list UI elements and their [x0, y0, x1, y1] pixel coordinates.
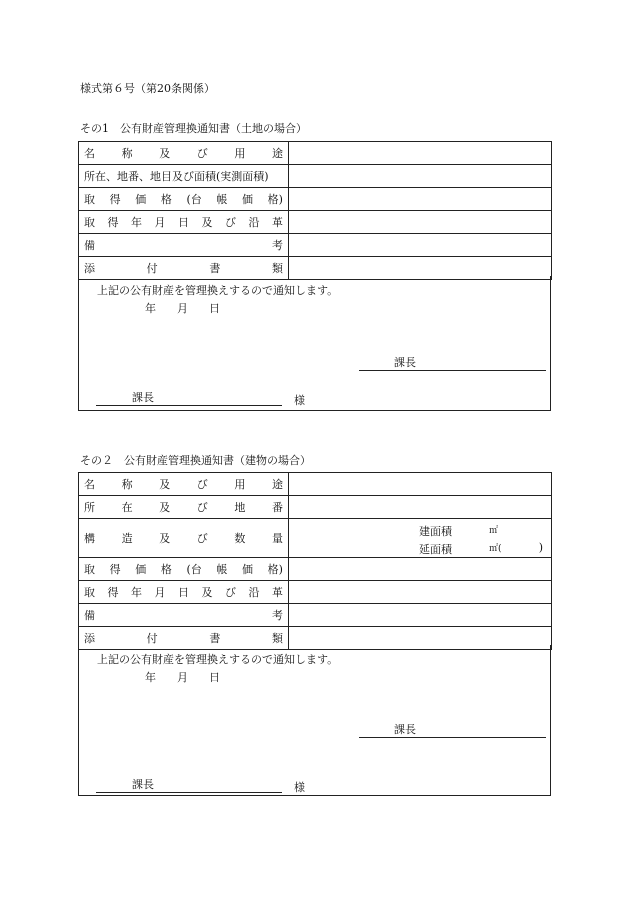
form2-date-year: 年: [145, 671, 156, 684]
row-label-char: 日: [178, 216, 189, 229]
row-label-char: 取: [84, 586, 95, 599]
row-label-char: 名: [84, 478, 95, 491]
row-value-cell[interactable]: [289, 496, 552, 519]
row-label-char: 格): [267, 563, 283, 576]
row-label-char: 途: [271, 147, 283, 160]
row-label-char: 及: [201, 216, 213, 229]
table-row: [79, 142, 552, 165]
row-label-char: 量: [271, 532, 283, 545]
row-label-char: 所: [84, 501, 95, 514]
row-label-cell: [79, 558, 289, 581]
table-row: [79, 473, 552, 496]
row-label-char: 及: [159, 147, 171, 160]
row-label-char: 及: [159, 501, 171, 514]
row-label-char: (台: [186, 193, 202, 206]
row-label-char: 称: [121, 147, 133, 160]
row-label-char: 数: [234, 532, 246, 545]
row-value-cell[interactable]: [289, 581, 552, 604]
form1-date-day: 日: [209, 302, 220, 315]
row-label-char: 得: [109, 563, 121, 576]
row-label-char: 構: [84, 532, 95, 545]
form2-date-month: 月: [177, 671, 188, 684]
row-value-cell[interactable]: [289, 558, 552, 581]
row-label-char: び: [225, 216, 236, 229]
row-value-cell[interactable]: [289, 234, 552, 257]
row-label-char: 付: [146, 632, 158, 645]
table-row: [79, 234, 552, 257]
row-value-cell[interactable]: [289, 165, 552, 188]
row-label-char: 格: [160, 563, 172, 576]
row-value-cell[interactable]: [289, 211, 552, 234]
form1-chief-signature-line: [359, 354, 546, 371]
row-label-char: 得: [107, 586, 119, 599]
row-label-char: 格: [160, 193, 172, 206]
row-label-cell: [79, 211, 289, 234]
row-label-char: 付: [146, 262, 158, 275]
row-label-cell: [79, 496, 289, 519]
row-label-cell: [79, 581, 289, 604]
row-value-cell[interactable]: [289, 473, 552, 496]
row-label-cell: [79, 604, 289, 627]
row-label-cell: [79, 519, 289, 558]
row-label-char: 帳: [216, 563, 228, 576]
form1-date-year: 年: [145, 302, 156, 315]
table-row: [79, 519, 552, 558]
row-label-char: 地: [234, 501, 246, 514]
row-label-char: び: [225, 586, 236, 599]
row-label-char: 用: [234, 478, 246, 491]
form2-date: [145, 669, 220, 685]
row-label-char: び: [196, 478, 208, 491]
row-label: [79, 530, 288, 546]
row-label-char: 考: [272, 239, 283, 252]
row-label-char: 考: [272, 609, 283, 622]
form2-notice-box: [78, 645, 551, 796]
row-label-char: 帳: [216, 193, 228, 206]
row-label-char: 備: [84, 239, 95, 252]
row-label-char: 価: [242, 563, 254, 576]
form2-addressee-line: [96, 776, 282, 793]
row-label-char: 用: [234, 147, 246, 160]
form1-table: [78, 141, 552, 280]
row-label: [79, 145, 288, 161]
form1-date: [145, 300, 220, 316]
row-label-char: 途: [271, 478, 283, 491]
form2-chief-label: 課長: [394, 723, 416, 736]
form1-addressee-line: [96, 389, 282, 406]
table-row: [79, 211, 552, 234]
row-label-char: 造: [121, 532, 133, 545]
row-label: [79, 630, 288, 646]
row-label-char: 番: [271, 501, 283, 514]
form1-notice-box: [78, 276, 551, 411]
row-label-char: 革: [272, 216, 283, 229]
row-label-char: 称: [121, 478, 133, 491]
table-row: [79, 581, 552, 604]
row-label-cell: [79, 188, 289, 211]
row-label-char: 添: [84, 632, 95, 645]
form2-title: その２ 公有財産管理換通知書（建物の場合）: [80, 454, 311, 467]
row-label: [79, 607, 288, 623]
table-row: [79, 165, 552, 188]
row-label-char: 取: [84, 193, 95, 206]
row-label-char: 価: [242, 193, 254, 206]
row-label-char: 類: [271, 632, 283, 645]
row-value-cell[interactable]: [289, 188, 552, 211]
form1-notice-text: 上記の公有財産を管理換えするので通知します。: [97, 284, 339, 297]
row-label-char: 及: [159, 478, 171, 491]
row-label: [79, 237, 288, 253]
table-row: [79, 604, 552, 627]
building-area-unit: ㎡: [489, 526, 499, 536]
row-label-char: 書: [209, 632, 221, 645]
form1-title: その1 公有財産管理換通知書（土地の場合）: [80, 122, 307, 135]
row-label-char: 及: [201, 586, 213, 599]
row-label-cell: [79, 473, 289, 496]
row-label-char: 在: [121, 501, 133, 514]
building-area-label: 建面積: [419, 525, 452, 538]
row-label-char: (台: [186, 563, 202, 576]
table-row: [79, 558, 552, 581]
row-label-char: 取: [84, 216, 95, 229]
form1-chief-label: 課長: [394, 356, 416, 369]
row-label-char: 年: [131, 586, 142, 599]
form1-date-month: 月: [177, 302, 188, 315]
table-row: [79, 188, 552, 211]
row-value-cell[interactable]: [289, 142, 552, 165]
row-label-char: 日: [178, 586, 189, 599]
row-label: [79, 191, 288, 207]
row-label: [79, 584, 288, 600]
row-label-cell: [79, 234, 289, 257]
row-label: 所在、地番、地目及び面積(実測面積): [84, 170, 269, 183]
row-label-char: 類: [271, 262, 283, 275]
table-row: [79, 496, 552, 519]
floor-area-close-paren: ): [538, 541, 543, 554]
row-label-char: 価: [135, 193, 147, 206]
form2-sama: 様: [294, 781, 305, 794]
form2-table: [78, 472, 552, 650]
form2-notice-text: 上記の公有財産を管理換えするので通知します。: [97, 653, 339, 666]
row-label-char: 月: [154, 216, 166, 229]
row-label-char: 添: [84, 262, 95, 275]
row-label-char: 備: [84, 609, 95, 622]
row-label: [79, 214, 288, 230]
row-label-char: び: [196, 147, 208, 160]
form-number-title: 様式第６号（第20条関係）: [80, 82, 215, 95]
row-label-char: 革: [272, 586, 283, 599]
row-label-char: び: [196, 501, 208, 514]
form1-addressee-label: 課長: [132, 391, 154, 404]
row-label: [79, 260, 288, 276]
row-label-char: 沿: [248, 586, 260, 599]
form2-date-day: 日: [209, 671, 220, 684]
row-label: [79, 499, 288, 515]
form1-sama: 様: [294, 394, 305, 407]
row-label: [79, 476, 288, 492]
row-label-char: 得: [107, 216, 119, 229]
row-label-char: 沿: [248, 216, 260, 229]
row-label-char: 年: [131, 216, 142, 229]
row-label-char: 価: [135, 563, 147, 576]
area-value-cell[interactable]: [289, 519, 552, 558]
row-label-char: 名: [84, 147, 95, 160]
row-label-char: び: [196, 532, 208, 545]
floor-area-label: 延面積: [419, 543, 452, 556]
form2-chief-signature-line: [359, 721, 546, 738]
row-label-char: 及: [159, 532, 171, 545]
row-label-cell: [79, 142, 289, 165]
row-label-char: 得: [109, 193, 121, 206]
floor-area-unit: ㎡(: [489, 544, 502, 554]
row-label: [79, 561, 288, 577]
row-label-char: 月: [154, 586, 166, 599]
row-label-cell: [79, 165, 289, 188]
row-label-char: 取: [84, 563, 95, 576]
row-label-char: 書: [209, 262, 221, 275]
form2-addressee-label: 課長: [132, 778, 154, 791]
row-value-cell[interactable]: [289, 604, 552, 627]
row-label-char: 格): [267, 193, 283, 206]
